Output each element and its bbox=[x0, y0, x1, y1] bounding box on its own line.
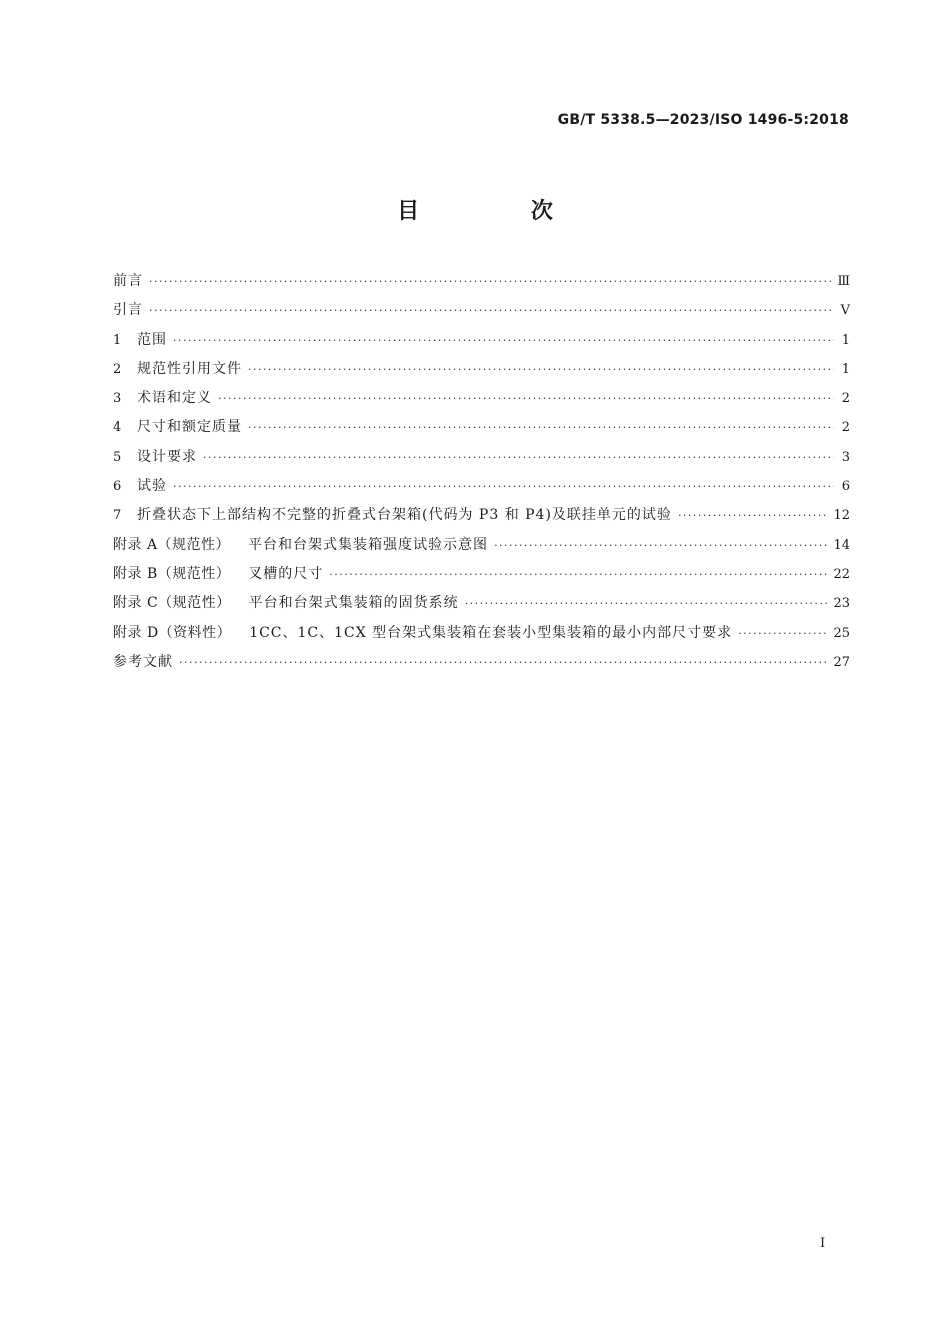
toc-entry-number: 1 bbox=[113, 332, 122, 348]
dot-leader bbox=[218, 392, 834, 405]
toc-entry[interactable] bbox=[113, 416, 850, 445]
toc-entry-page: 27 bbox=[833, 654, 850, 670]
toc-entry-page: 12 bbox=[833, 508, 850, 524]
toc-entry-page: Ⅲ bbox=[837, 274, 850, 289]
toc-entry[interactable] bbox=[113, 358, 850, 387]
toc-entry[interactable] bbox=[113, 592, 850, 621]
toc-entry[interactable] bbox=[113, 299, 850, 328]
toc-entry-title: 规范性引用文件 bbox=[137, 360, 242, 377]
toc-entry-page: Ⅴ bbox=[840, 303, 850, 319]
toc-entry-number: 6 bbox=[113, 479, 122, 495]
dot-leader bbox=[738, 627, 827, 640]
table-of-contents bbox=[113, 270, 850, 680]
toc-entry-title: 叉槽的尺寸 bbox=[248, 565, 324, 582]
dot-leader bbox=[149, 304, 834, 317]
dot-leader bbox=[329, 568, 827, 581]
toc-entry-page: 14 bbox=[833, 537, 850, 553]
standard-code: GB/T 5338.5—2023/ISO 1496-5:2018 bbox=[557, 112, 849, 128]
dot-leader bbox=[678, 509, 828, 522]
toc-entry[interactable] bbox=[113, 622, 850, 651]
toc-entry-annex-label: 附录 B（规范性） bbox=[113, 565, 231, 582]
dot-leader bbox=[494, 539, 827, 552]
toc-entry-title: 1CC、1C、1CX 型台架式集装箱在套装小型集装箱的最小内部尺寸要求 bbox=[249, 624, 733, 641]
toc-entry-page: 25 bbox=[833, 625, 850, 641]
toc-entry-page: 1 bbox=[841, 332, 850, 348]
toc-entry-number: 4 bbox=[113, 420, 122, 436]
toc-entry-title: 平台和台架式集装箱强度试验示意图 bbox=[248, 536, 489, 553]
toc-entry[interactable] bbox=[113, 534, 850, 563]
toc-entry-annex-label: 附录 C（规范性） bbox=[113, 595, 231, 612]
dot-leader bbox=[248, 421, 834, 434]
dot-leader bbox=[465, 597, 828, 610]
toc-entry-page: 6 bbox=[841, 479, 850, 495]
toc-entry-page: 22 bbox=[833, 566, 850, 582]
toc-entry-title: 折叠状态下上部结构不完整的折叠式台架箱(代码为 P3 和 P4)及联挂单元的试验 bbox=[137, 507, 672, 524]
page-number: Ⅰ bbox=[820, 1236, 826, 1251]
toc-entry[interactable] bbox=[113, 446, 850, 475]
toc-entry-title: 试验 bbox=[137, 478, 167, 495]
toc-entry-number: 2 bbox=[113, 361, 122, 377]
toc-entry-number: 3 bbox=[113, 391, 122, 407]
toc-entry-page: 2 bbox=[841, 391, 850, 407]
toc-entry-title: 引言 bbox=[113, 302, 143, 319]
toc-entry-annex-label: 附录 D（资料性） bbox=[113, 624, 232, 641]
toc-entry[interactable] bbox=[113, 475, 850, 504]
toc-entry[interactable] bbox=[113, 504, 850, 533]
toc-entry[interactable] bbox=[113, 387, 850, 416]
toc-entry-title: 平台和台架式集装箱的固货系统 bbox=[248, 595, 459, 612]
dot-leader bbox=[173, 334, 834, 347]
toc-entry[interactable] bbox=[113, 563, 850, 592]
dot-leader bbox=[203, 451, 834, 464]
toc-entry-title: 范围 bbox=[137, 331, 167, 348]
toc-entry[interactable] bbox=[113, 651, 850, 680]
page-title: 目 次 bbox=[397, 199, 605, 224]
dot-leader bbox=[248, 363, 834, 376]
toc-entry-page: 1 bbox=[841, 361, 850, 377]
dot-leader bbox=[149, 275, 831, 288]
toc-entry[interactable] bbox=[113, 329, 850, 358]
toc-entry-annex-label: 附录 A（规范性） bbox=[113, 536, 231, 553]
toc-entry-title: 参考文献 bbox=[113, 653, 173, 670]
toc-entry-page: 3 bbox=[841, 449, 850, 465]
toc-entry-number: 7 bbox=[113, 508, 122, 524]
toc-entry-title: 尺寸和额定质量 bbox=[137, 419, 242, 436]
toc-entry-number: 5 bbox=[113, 449, 122, 465]
dot-leader bbox=[173, 480, 834, 493]
toc-entry-page: 23 bbox=[833, 596, 850, 612]
toc-entry-title: 术语和定义 bbox=[137, 390, 212, 407]
toc-entry[interactable] bbox=[113, 270, 850, 299]
dot-leader bbox=[179, 656, 827, 669]
toc-entry-title: 前言 bbox=[113, 273, 143, 289]
toc-entry-page: 2 bbox=[841, 420, 850, 436]
toc-entry-title: 设计要求 bbox=[137, 448, 197, 465]
